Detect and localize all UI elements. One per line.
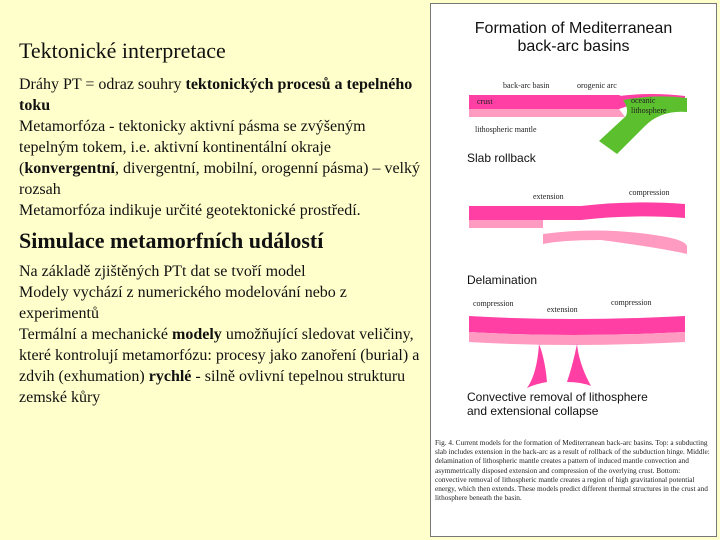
paragraph-metamorphism-zones: [19, 116, 424, 200]
text-run: , divergentní, mobilní, orogenní pásma) – velký rozsah: [19, 160, 420, 198]
mantle-layer: [469, 109, 625, 117]
label-orogenic-arc: orogenic arc: [577, 81, 617, 90]
label-crust: crust: [477, 97, 493, 106]
text-run: Dráhy PT = odraz souhry: [19, 76, 186, 93]
label-oceanic: oceanic: [631, 96, 656, 105]
panel-delamination: [467, 188, 687, 287]
bold-run: rychlé: [148, 368, 192, 385]
label-compression-right: compression: [611, 298, 652, 307]
crust-layer: [469, 316, 685, 335]
figure-backarc-basins: [430, 3, 717, 537]
label-convective-line1: Convective removal of lithosphere: [467, 390, 648, 404]
text-run: Termální a mechanické: [19, 326, 173, 343]
text-run: Metamorfóza - tektonicky aktivní pásma se zvýšeným tepelným tokem, i.e. aktivní kontinentální okraje (: [19, 118, 366, 177]
panel-convective-removal: [467, 298, 685, 418]
label-compression: compression: [629, 188, 670, 197]
panel-slab-rollback: [467, 81, 687, 165]
paragraph-geotectonic-setting: Metamorfóza indikuje určité geotektonické prostředí.: [19, 202, 361, 219]
label-convective-line2: and extensional collapse: [467, 404, 599, 418]
bold-run: tektonických procesů a tepelného toku: [19, 76, 413, 114]
label-extension: extension: [533, 192, 564, 201]
drip-right: [567, 344, 591, 386]
text-run: umožňující sledovat veličiny, které kontrolují metamorfózu: procesy jako zanoření (burial) a zdvih (exhumation): [19, 326, 420, 385]
crust-layer: [469, 95, 631, 109]
bold-run: konvergentní: [24, 160, 115, 177]
label-slab-rollback: Slab rollback: [467, 151, 536, 165]
label-lithosphere: lithosphere: [631, 106, 667, 115]
text-run: - silně ovlivní tepelnou strukturu zemské kůry: [19, 368, 406, 406]
label-lithospheric-mantle: lithospheric mantle: [475, 125, 537, 134]
drip-left: [527, 344, 547, 388]
figure-caption: Fig. 4. Current models for the formation of Mediterranean back-arc basins. Top: a subducting slab includes extension in the back-arc as a result of rollback of the subduction hinge. Middle: delamination of lithospheric mantle creates a pattern of induced mantle convection and asymmetrically disposed extension and compression of the overlying crust. Bottom: convective removal of lithospheric mantle creates a region of high gravitational potential energy, which then extends. These models predict different thermal structures in the crust and lithosphere beneath the basin.: [435, 438, 710, 503]
figure-title-line2: back-arc basins: [517, 38, 630, 55]
label-delamination: Delamination: [467, 273, 538, 287]
bold-run: modely: [172, 326, 222, 343]
left-text-column: [19, 38, 424, 408]
figure-title-line1: Formation of Mediterranean: [474, 20, 673, 37]
paragraph-model-from-data: Na základě zjištěných PTt dat se tvoří model: [19, 263, 306, 280]
label-compression-left: compression: [473, 299, 514, 308]
paragraph-model-sources: Modely vychází z numerického modelování nebo z experimentů: [19, 284, 347, 322]
heading-simulation: Simulace metamorfních událostí: [19, 228, 324, 253]
crust-layer: [469, 202, 685, 220]
label-back-arc-basin: back-arc basin: [503, 81, 550, 90]
label-extension: extension: [547, 305, 578, 314]
paragraph-pt-paths: [19, 74, 424, 116]
mantle-layer: [469, 220, 543, 228]
heading-tectonic-interpretations: Tektonické interpretace: [19, 38, 226, 63]
paragraph-thermal-models: [19, 324, 424, 408]
delaminated-mantle: [543, 230, 687, 254]
